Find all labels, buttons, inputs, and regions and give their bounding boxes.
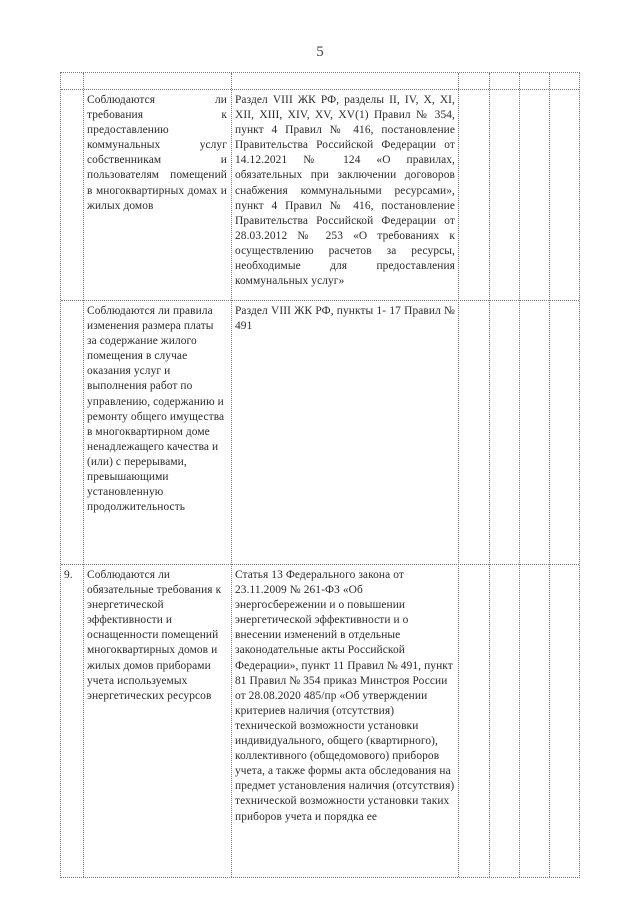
requirement-question: Соблюдаются ли правила изменения размера платы за содержание жилого помещения в случае оказания услуг и выполнения работ по управлению, содержанию и ремонту общего имущества в многоквартирном доме ненадлежащего качества и (или) с перерывами, превышающими установленную продолжительность <box>87 305 225 514</box>
column-separator <box>519 73 520 877</box>
column-separator <box>549 73 550 877</box>
row-separator <box>61 300 579 301</box>
column-separator <box>83 73 84 877</box>
row-separator <box>61 564 579 565</box>
column-separator <box>458 73 459 877</box>
column-separator <box>489 73 490 877</box>
requirement-question: Соблюдаются ли обязательные требования к энергетической эффективности и оснащенности помещений многоквартирных домов и жилых домов приборами учета используемых энергетических ресурсов <box>87 569 222 702</box>
page-number: 5 <box>316 44 324 60</box>
legal-reference: Раздел VIII ЖК РФ, разделы II, IV, X, XI, XII, XIII, XIV, XV, XV(1) Правил № 354, пункт 4 Правил № 416, постановление Правительства Российской Федерации от 14.12.2021 № 124 «О правилах, обязательных при заключении договоров снабжения коммунальными ресурсами», пункт 4 Правил № 416, постановление Правительства Российской Федерации от 28.03.2012 № 253 «О требованиях к осуществлению расчетов за ресурсы, необходимые для предоставления коммунальных услуг» <box>235 94 455 288</box>
checklist-table <box>60 72 580 878</box>
column-separator <box>231 73 232 877</box>
requirement-question: Соблюдаются ли требования к предоставлению коммунальных услуг собственникам и пользователям помещений в многоквартирных домах и жилых домов <box>87 94 227 212</box>
header-separator <box>61 89 579 90</box>
legal-reference: Раздел VIII ЖК РФ, пункты 1- 17 Правил № 491 <box>235 305 455 333</box>
legal-reference: Статья 13 Федерального закона от 23.11.2009 № 261-ФЗ «Об энергосбережении и о повышении энергетической эффективности и о внесении изменений в отдельные законодательные акты Российской Федерации», пункт 11 Правил № 491, пункт 81 Правил № 354 приказ Минстроя России от 28.08.2020 485/пр «Об утверждении критериев наличия (отсутствия) технической возможности установки индивидуального, общего (квартирного), коллективного (общедомового) приборов учета, а также формы акта обследования на предмет установления наличия (отсутствия) технической возможности установки таких приборов учета и порядка ее <box>235 569 455 823</box>
row-number: 9. <box>64 569 73 581</box>
